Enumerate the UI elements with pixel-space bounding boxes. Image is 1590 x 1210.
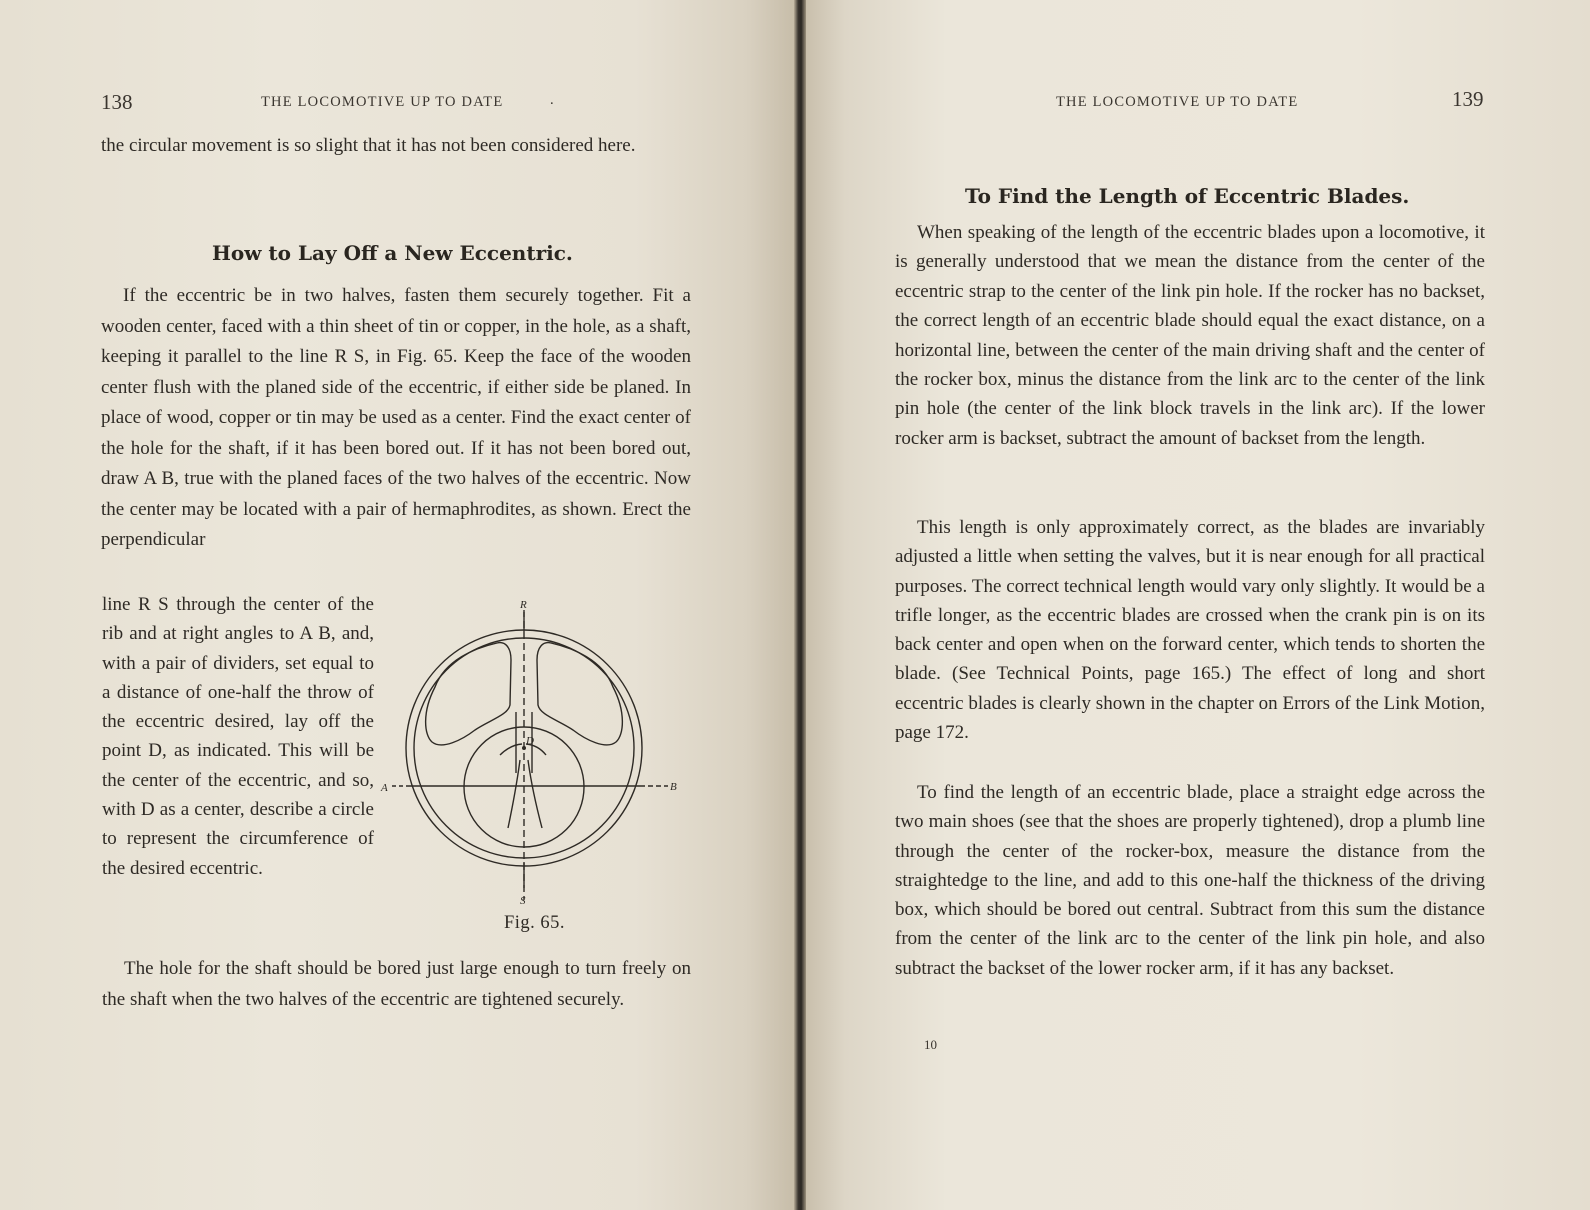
label-s: S: [520, 895, 526, 907]
hermaphrodite-arc-left: [500, 744, 522, 755]
figure-65-eccentric-diagram: [350, 600, 690, 910]
paragraph-lay-off-1: If the eccentric be in two halves, fasten them securely together. Fit a wooden center, faced with a thin sheet of tin or copper, in the hole, as a shaft, keeping it parallel to the line R S, in Fig. 65. Keep the face of the wooden center flush with the planed side of the eccentric, if either side be planed. In place of wood, copper or tin may be used as a center. Find the exact center of the hole for the shaft, if it has been bored out. If it has not been bored out, draw A B, true with the planed faces of the two halves of the eccentric. Now the center may be located with a pair of hermaphrodites, as shown. Erect the perpendicular: [101, 285, 691, 550]
figure-caption: Fig. 65.: [504, 913, 566, 933]
signature-mark: 10: [924, 1037, 937, 1052]
left-page: [0, 0, 794, 1210]
label-a: A: [381, 782, 388, 794]
divider-leg-left: [508, 760, 520, 828]
continuation-paragraph: the circular movement is so slight that it has not been considered here.: [101, 135, 636, 156]
running-head-right: THE LOCOMOTIVE UP TO DATE: [1056, 94, 1299, 110]
running-head-dot: .: [550, 92, 555, 108]
label-b: B: [670, 781, 677, 793]
paragraph-shaft-hole: The hole for the shaft should be bored just large enough to turn freely on the shaft when the two halves of the eccentric are tightened securely.: [102, 958, 691, 1010]
page-number-left: 138: [101, 90, 133, 114]
label-r: R: [520, 600, 527, 611]
right-lightening-hole: [537, 643, 622, 745]
paragraph-blade-length-3: To find the length of an eccentric blade, place a straight edge across the two main shoes (see that the shoes are properly tightened), drop a plumb line through the center of the rocker-box, measure the distance from the straightedge to the line, and add to this one-half the thickness of the driving box, which should be bored out central. Subtract from this sum the distance from the center of the link arc to the center of the link pin hole, and also subtract the backset of the lower rocker arm, if it has any backset.: [895, 782, 1485, 979]
section-title-right: To Find the Length of Eccentric Blades.: [965, 184, 1410, 208]
right-page: [806, 0, 1590, 1210]
paragraph-lay-off-wrap: line R S through the center of the rib and at right angles to A B, and, with a pair of dividers, set equal to a distance of one-half the throw of the eccentric desired, lay off the point D, as indicated. This will be the center of the eccentric, and so, with D as a center, describe a circle to represent the circumference of the desired eccentric.: [102, 594, 374, 879]
section-title-left: How to Lay Off a New Eccentric.: [212, 241, 573, 265]
divider-leg-right: [528, 760, 542, 828]
running-head-left: THE LOCOMOTIVE UP TO DATE: [261, 94, 504, 110]
paragraph-blade-length-2: This length is only approximately correct, as the blades are invariably adjusted a little when setting the valves, but it is near enough for all practical purposes. The correct technical length would vary only slightly. It would be a trifle longer, as the eccentric blades are crossed when the crank pin is on its back center and open when on the forward center, which tends to shorten the blade. (See Technical Points, page 165.) The effect of long and short eccentric blades is clearly shown in the chapter on Errors of the Link Motion, page 172.: [895, 517, 1485, 744]
page-number-right: 139: [1452, 87, 1484, 111]
label-d: D: [526, 735, 534, 747]
book-gutter: [794, 0, 806, 1210]
paragraph-blade-length-1: When speaking of the length of the eccentric blades upon a locomotive, it is generally understood that we mean the distance from the center of the eccentric strap to the center of the link pin hole. If the rocker has no backset, the correct length of an eccentric blade should equal the exact distance, on a horizontal line, between the center of the main driving shaft and the center of the rocker box, minus the distance from the link arc to the center of the link pin hole (the center of the link block travels in the link arc). If the lower rocker arm is backset, subtract the amount of backset from the length.: [895, 222, 1485, 449]
left-lightening-hole: [426, 643, 511, 745]
